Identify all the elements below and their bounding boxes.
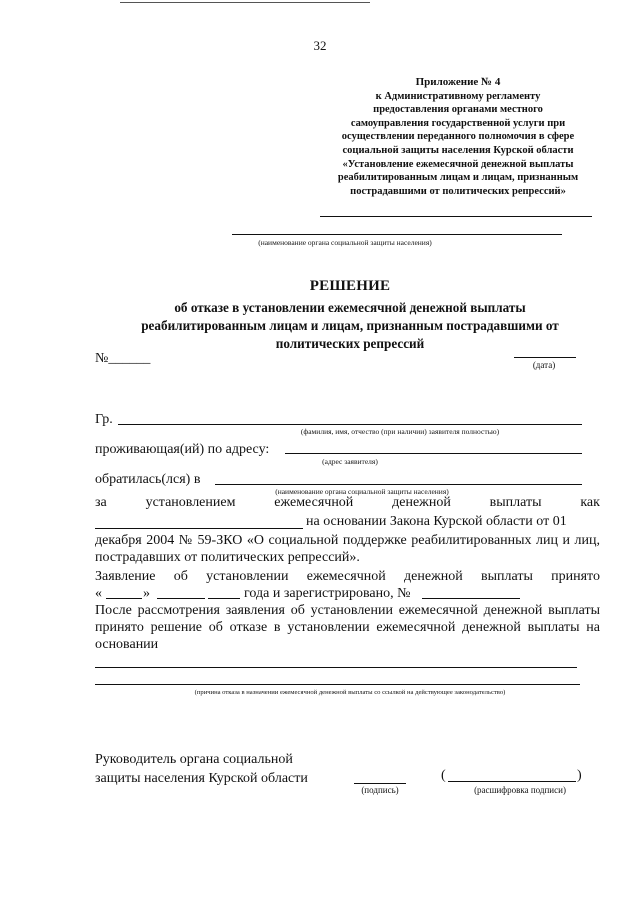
decision-heading [90,278,610,353]
request-row [95,495,600,511]
decision-subtitle-2: реабилитированным лицам и лицам, признанным пострадавшими от [141,318,559,333]
registered-text: года и зарегистрировано, № [244,586,411,601]
law-text: декабря 2004 № 59-ЗКО «О социальной поддержке реабилитированных лиц и лиц, пострадавших от политических репрессий». [95,533,600,565]
appendix-line: «Установление ежемесячной денежной выплаты [342,158,574,170]
signature-caption: (подпись) [361,785,399,795]
appendix-line: социальной защиты населения Курской области [342,144,574,156]
address-line[interactable] [285,453,582,454]
signatory-line-1: Руководитель органа социальной [95,752,293,767]
request-word: выплаты [489,495,542,510]
top-rule [120,2,370,3]
day-line[interactable] [106,598,142,599]
appendix-line: предоставления органами местного [373,104,543,116]
request-word: за [95,495,107,510]
signature-line[interactable] [354,783,406,784]
request-blank-line[interactable] [95,528,303,529]
registration-number-line[interactable] [422,598,520,599]
decision-text: После рассмотрения заявления об установлении ежемесячной денежной выплаты принято решение об отказе в установлении ежемесячной денежной выплаты на основании [95,603,600,652]
basis-text: на основании Закона Курской области от 01 [306,514,567,529]
appendix-line: реабилитированным лицам и лицам, признанным [337,172,579,184]
request-word: ежемесячной [274,495,354,510]
date-caption: (дата) [532,360,556,370]
appendix-title: Приложение № 4 [415,76,501,88]
application-text: Заявление об установлении ежемесячной денежной выплаты принято [95,569,600,584]
appendix-line: самоуправления государственной услуги при [350,117,566,129]
month-line[interactable] [157,598,205,599]
request-word: как [580,495,600,510]
decision-subtitle-1: об отказе в установлении ежемесячной денежной выплаты [174,300,526,315]
decode-close-paren: ) [577,768,582,783]
reason-caption: (причина отказа в назначении ежемесячной денежной выплаты со ссылкой на действующее законодательство) [194,689,506,696]
decision-subtitle-3: политических репрессий [275,336,425,351]
applied-line[interactable] [215,484,582,485]
citizen-label: Гр. [95,412,113,427]
decode-caption: (расшифровка подписи) [474,785,566,795]
date-close-quote: » [143,586,150,601]
appendix-block [318,76,598,198]
appendix-line: осуществлении переданного полномочия в сфере [341,131,575,143]
citizen-line[interactable] [118,424,582,425]
request-word: установлением [145,495,236,510]
address-caption: (адрес заявителя) [322,457,378,466]
organ-line-1[interactable] [320,216,592,217]
decode-line[interactable] [448,781,576,782]
year-line[interactable] [208,598,240,599]
applied-caption: (наименование органа социальной защиты населения) [275,487,449,496]
request-word: денежной [392,495,451,510]
signatory-line-2: защиты населения Курской области [95,771,308,786]
page-number: 32 [313,38,327,53]
date-open-quote: « [95,586,102,601]
organ-caption: (наименование органа социальной защиты населения) [258,238,432,247]
date-line[interactable] [514,357,576,358]
reason-line-2[interactable] [95,684,580,685]
applied-label: обратилась(лся) в [95,472,201,487]
address-label: проживающая(ий) по адресу: [95,442,270,457]
appendix-line: к Административному регламенту [375,90,541,102]
citizen-caption: (фамилия, имя, отчество (при наличии) заявителя полностью) [300,427,500,436]
organ-line-2[interactable] [232,234,562,235]
decode-open-paren: ( [441,768,446,783]
decision-title: РЕШЕНИЕ [309,278,391,294]
decision-number[interactable]: №______ [95,351,151,366]
appendix-line: пострадавшими от политических репрессий» [350,185,566,197]
reason-line-1[interactable] [95,667,577,668]
